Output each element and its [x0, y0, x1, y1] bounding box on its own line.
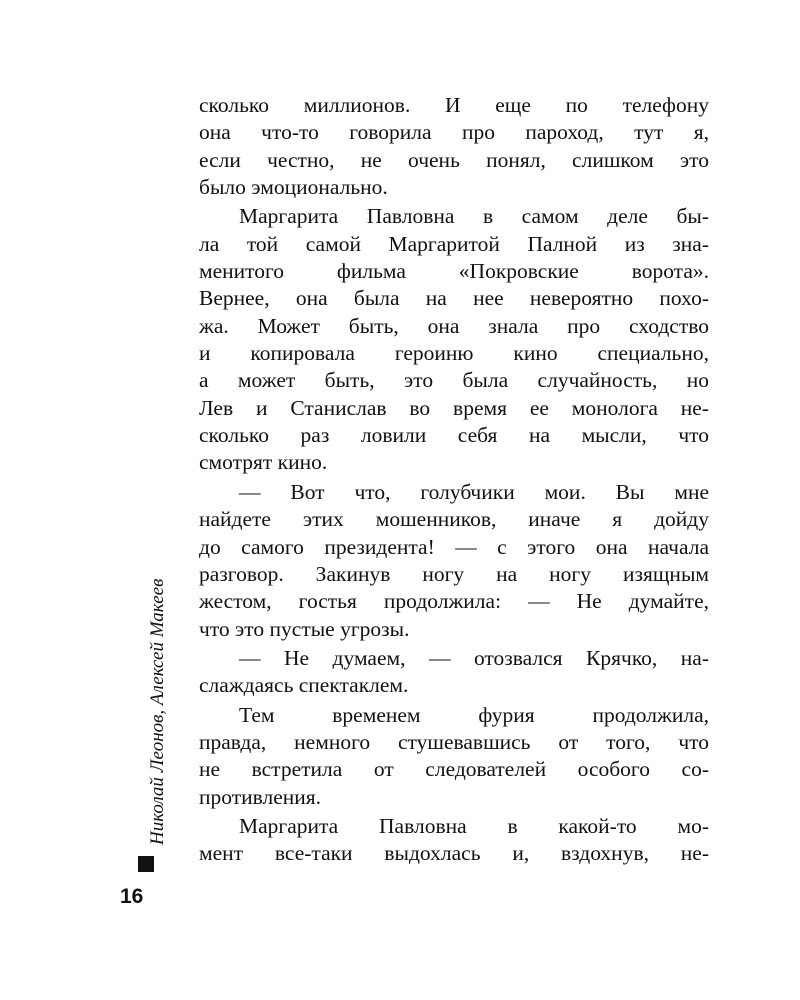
running-header: Николай Леонов, Алексей Макеев: [147, 578, 168, 845]
page-number: 16: [120, 885, 144, 908]
text-line: разговор. Закинув ногу на ногу изящным: [199, 561, 709, 586]
text-line: жестом, гостья продолжила: — Не думайте,: [199, 589, 709, 614]
body-text: [199, 92, 709, 868]
text-line: — Не думаем, — отозвался Крячко, на-: [239, 645, 709, 670]
text-line: мент все-таки выдохлась и, вздохнув, не-: [199, 841, 709, 866]
text-line: она что-то говорила про пароход, тут я,: [199, 120, 709, 145]
text-line: сколько миллионов. И еще по телефону: [199, 93, 709, 117]
text-line: найдете этих мошенников, иначе я дойду: [199, 507, 709, 532]
text-line: до самого президента! — с этого она начала: [199, 534, 709, 559]
text-line: что это пустые угрозы.: [199, 616, 410, 641]
text-line: а может быть, это была случайность, но: [199, 368, 709, 393]
text-line: было эмоционально.: [199, 175, 388, 200]
text-line: Лев и Станислав во время ее монолога не-: [199, 395, 709, 420]
text-line: если честно, не очень понял, слишком это: [199, 147, 709, 172]
text-line: и копировала героиню кино специально,: [199, 341, 709, 366]
text-line: смотрят кино.: [199, 450, 328, 475]
square-marker-icon: [138, 856, 154, 872]
text-line: — Вот что, голубчики мои. Вы мне: [239, 479, 709, 504]
text-line: Вернее, она была на нее невероятно похо-: [199, 286, 709, 311]
text-line: правда, немного стушевавшись от того, что: [199, 729, 709, 754]
text-line: слаждаясь спектаклем.: [199, 673, 409, 698]
text-line: Маргарита Павловна в какой-то мо-: [239, 813, 709, 838]
text-line: Тем временем фурия продолжила,: [239, 702, 709, 727]
text-line: жа. Может быть, она знала про сходство: [199, 313, 709, 338]
text-line: сколько раз ловили себя на мысли, что: [199, 423, 709, 448]
text-line: ла той самой Маргаритой Палной из зна-: [199, 231, 709, 256]
text-line: Маргарита Павловна в самом деле бы-: [239, 204, 709, 229]
text-line: менитого фильма «Покровские ворота».: [199, 259, 709, 284]
text-line: не встретила от следователей особого со-: [199, 757, 709, 782]
text-line: противления.: [199, 784, 322, 809]
